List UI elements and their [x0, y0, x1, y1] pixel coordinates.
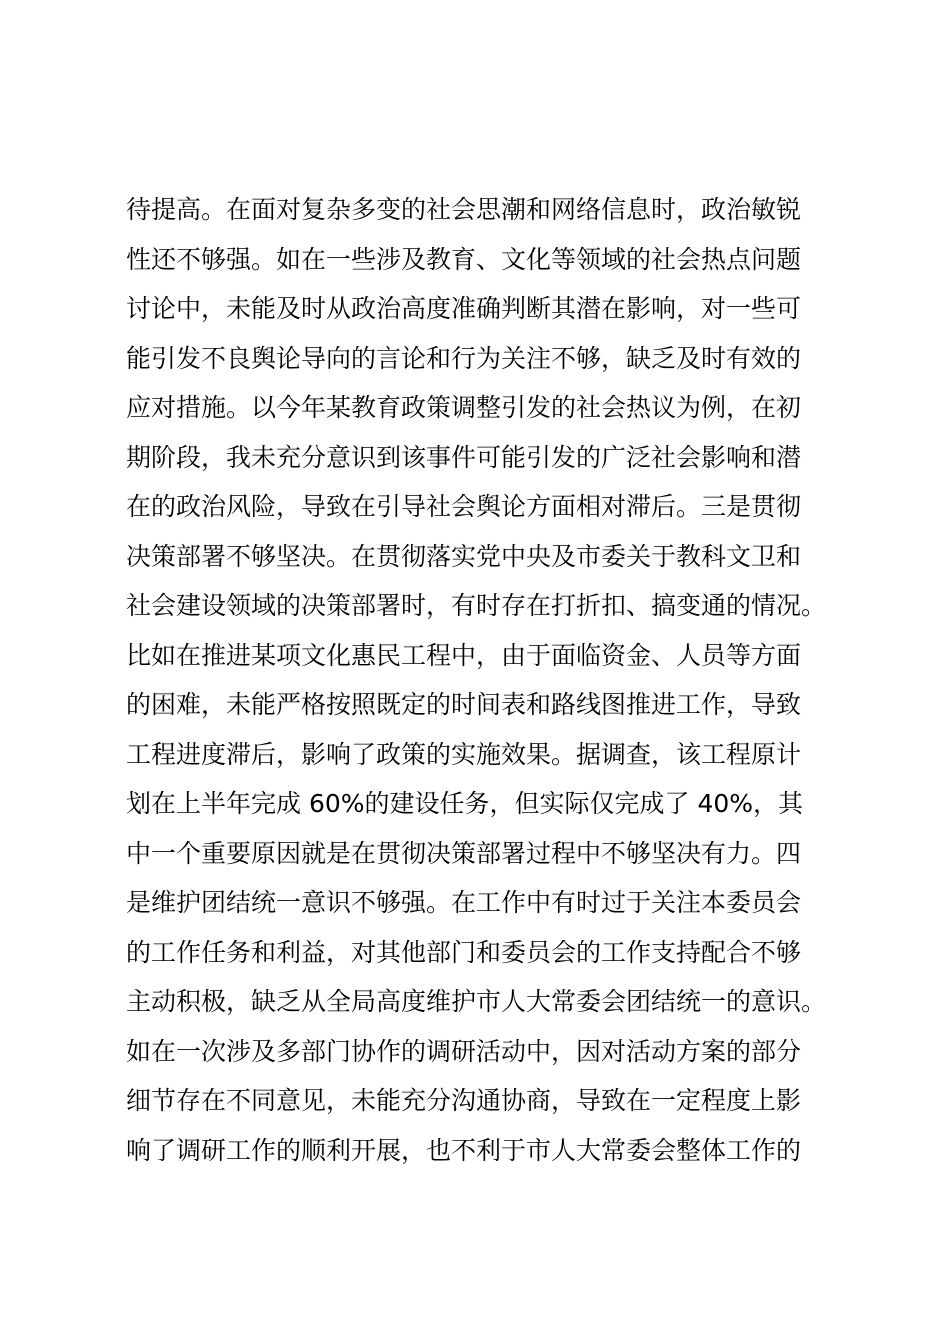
text-line: 细节存在不同意见，未能充分沟通协商，导致在一定程度上影	[126, 1086, 802, 1115]
text-line: 如在一次涉及多部门协作的调研活动中，因对活动方案的部分	[126, 1036, 802, 1066]
text-line: 中一个重要原因就是在贯彻决策部署过程中不够坚决有力。四	[126, 838, 802, 868]
text-line: 待提高。在面对复杂多变的社会思潮和网络信息时，政治敏锐	[126, 195, 802, 224]
text-line: 决策部署不够坚决。在贯彻落实党中央及市委关于教科文卫和	[126, 541, 802, 571]
text-line: 在的政治风险，导致在引导社会舆论方面相对滞后。三是贯彻	[126, 492, 802, 521]
text-line: 能引发不良舆论导向的言论和行为关注不够，缺乏及时有效的	[126, 343, 802, 373]
text-line: 划在上半年完成 60%的建设任务，但实际仅完成了 40%，其	[126, 789, 804, 818]
text-line: 是维护团结统一意识不够强。在工作中有时过于关注本委员会	[126, 888, 802, 917]
text-line: 比如在推进某项文化惠民工程中，由于面临资金、人员等方面	[126, 640, 802, 670]
text-line: 应对措施。以今年某教育政策调整引发的社会热议为例，在初	[126, 393, 802, 422]
text-line: 响了调研工作的顺利开展，也不利于市人大常委会整体工作的	[126, 1135, 802, 1165]
body-text	[126, 185, 846, 1175]
text-line: 性还不够强。如在一些涉及教育、文化等领域的社会热点问题	[126, 244, 802, 274]
text-line: 的困难，未能严格按照既定的时间表和路线图推进工作，导致	[126, 690, 802, 719]
text-line: 的工作任务和利益，对其他部门和委员会的工作支持配合不够	[126, 937, 802, 967]
text-line: 工程进度滞后，影响了政策的实施效果。据调查，该工程原计	[126, 739, 802, 769]
text-line: 讨论中，未能及时从政治高度准确判断其潜在影响，对一些可	[126, 294, 802, 323]
text-line: 社会建设领域的决策部署时，有时存在打折扣、搞变通的情况。	[126, 591, 827, 620]
text-line: 主动积极，缺乏从全局高度维护市人大常委会团结统一的意识。	[126, 987, 827, 1016]
text-line: 期阶段，我未充分意识到该事件可能引发的广泛社会影响和潜	[126, 442, 802, 472]
